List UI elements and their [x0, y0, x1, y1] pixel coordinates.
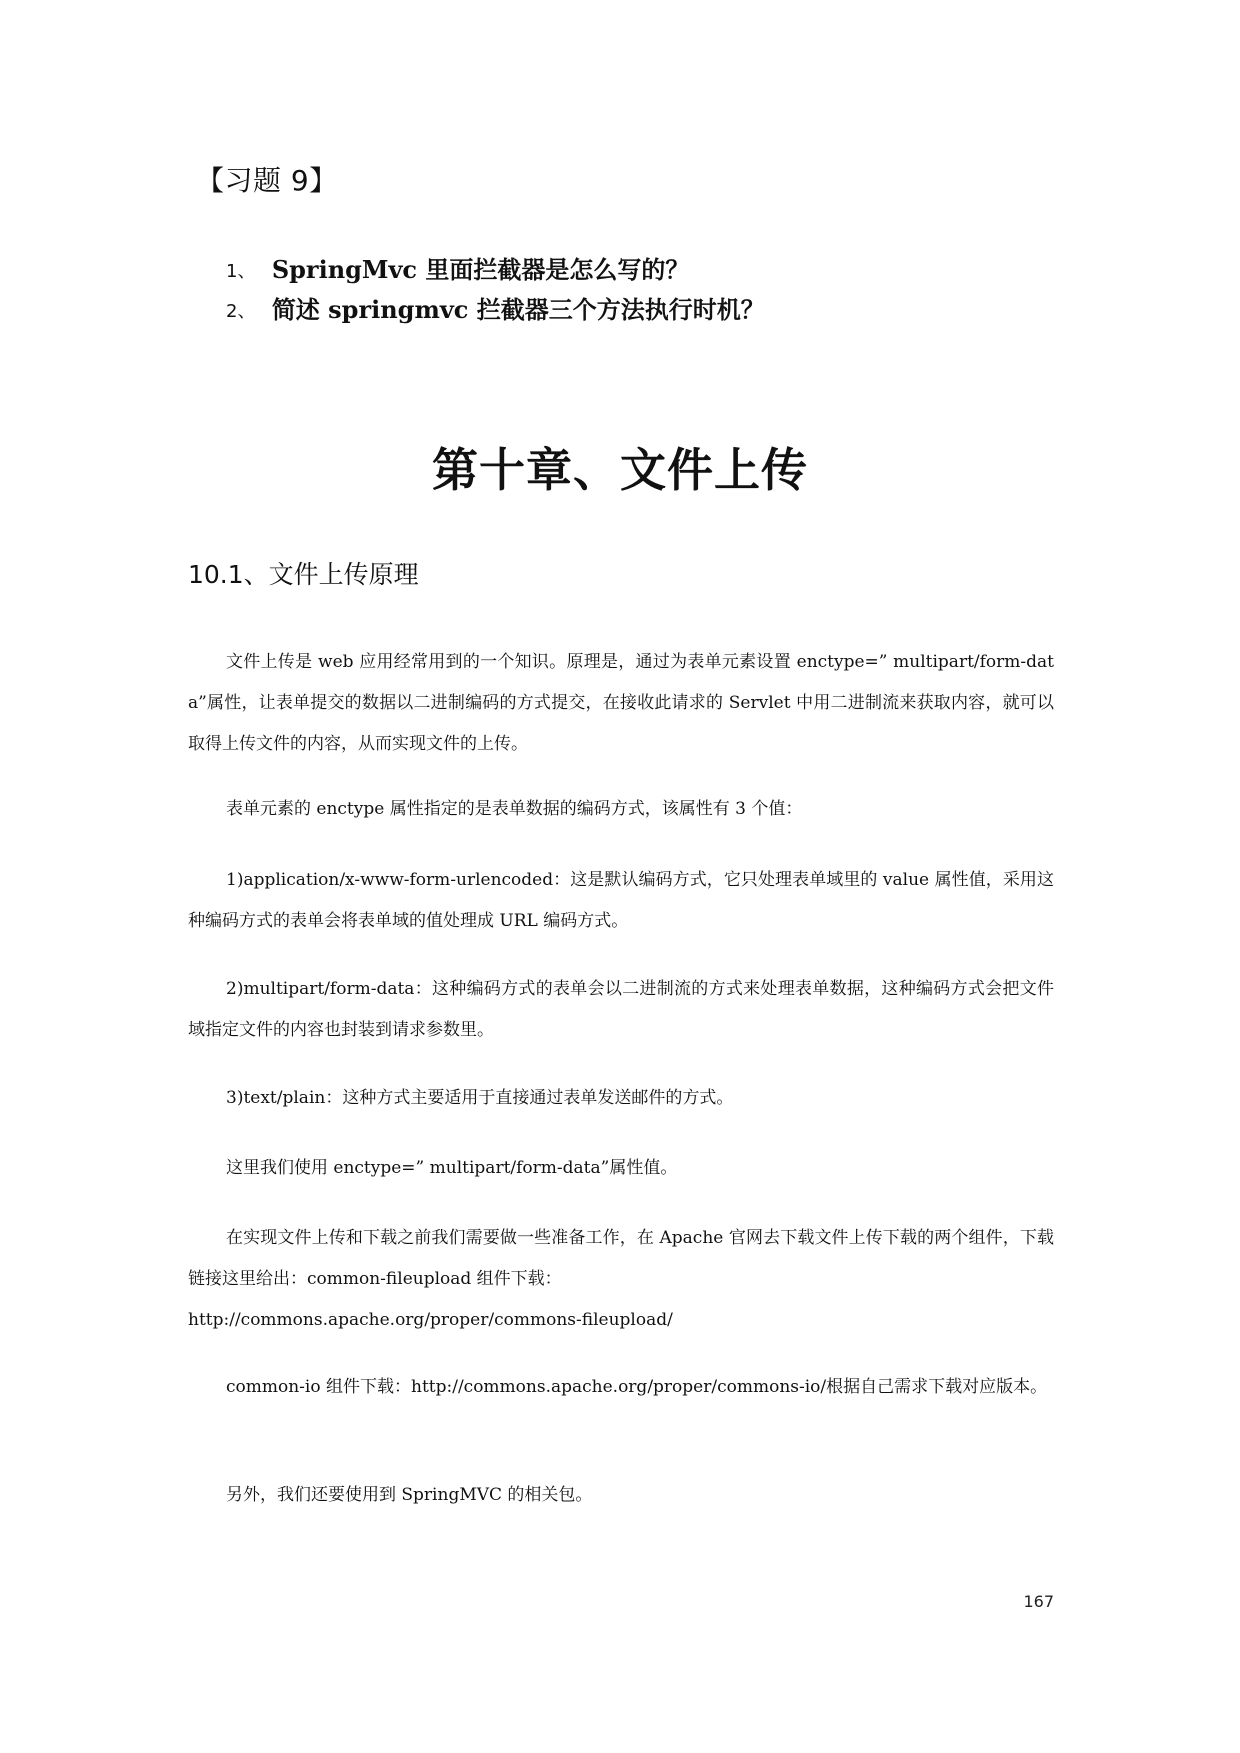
page-number: 167 — [1023, 1592, 1054, 1611]
paragraph-text-plain: 3)text/plain：这种方式主要适用于直接通过表单发送邮件的方式。 — [226, 1088, 734, 1108]
question-text: 简述 springmvc 拦截器三个方法执行时机？ — [271, 295, 765, 324]
paragraph-enctype-values: 表单元素的 enctype 属性指定的是表单数据的编码方式，该属性有 3 个值： — [226, 799, 803, 819]
paragraph-preparation: 在实现文件上传和下载之前我们需要做一些准备工作，在 Apache 官网去下载文件上传下载的两个组件，下载链接这里给出：common-fileupload 组件下载： — [188, 1228, 1054, 1289]
question-number: 1、 — [226, 261, 256, 282]
chapter-title: 第十章、文件上传 — [432, 443, 808, 497]
question-text: SpringMvc 里面拦截器是怎么写的？ — [271, 255, 690, 284]
question-item-1 — [226, 252, 689, 290]
paragraph-use-multipart: 这里我们使用 enctype=” multipart/form-data”属性值。 — [226, 1158, 678, 1178]
section-title: 10.1、文件上传原理 — [188, 560, 419, 589]
paragraph-upload-principle: 文件上传是 web 应用经常用到的一个知识。原理是，通过为表单元素设置 enctype=” multipart/form-data”属性，让表单提交的数据以二进制编码的方式提交，在接收此请求的 Servlet 中用二进制流来获取内容，就可以取得上传文件的内容，从而实现文件的上传。 — [188, 652, 1054, 754]
paragraph-springmvc-packages: 另外，我们还要使用到 SpringMVC 的相关包。 — [226, 1485, 593, 1505]
exercise-title: 【习题 9】 — [196, 164, 338, 197]
paragraph-common-io: common-io 组件下载：http://commons.apache.org/proper/commons-io/根据自己需求下载对应版本。 — [226, 1377, 1048, 1397]
paragraph-urlencoded: 1)application/x-www-form-urlencoded：这是默认编码方式，它只处理表单域里的 value 属性值，采用这种编码方式的表单会将表单域的值处理成 URL 编码方式。 — [188, 870, 1054, 931]
question-item-2 — [226, 292, 765, 330]
fileupload-link: http://commons.apache.org/proper/commons-fileupload/ — [188, 1310, 673, 1330]
paragraph-multipart: 2)multipart/form-data：这种编码方式的表单会以二进制流的方式来处理表单数据，这种编码方式会把文件域指定文件的内容也封装到请求参数里。 — [188, 979, 1054, 1040]
question-number: 2、 — [226, 301, 256, 322]
